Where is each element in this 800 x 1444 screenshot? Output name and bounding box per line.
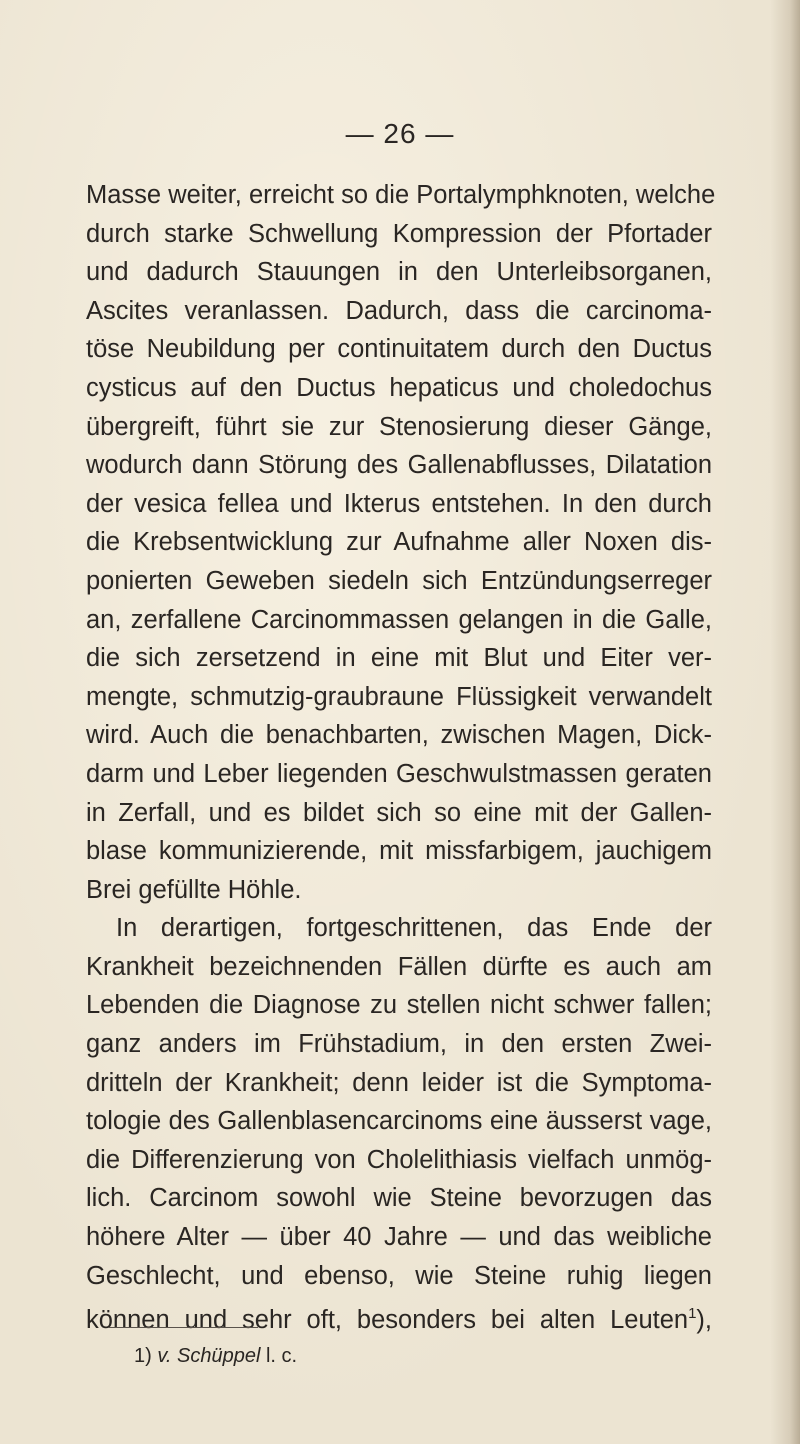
text-line: übergreift, führt sie zur Stenosierung dieser Gänge, — [86, 412, 712, 441]
text-line: Masse weiter, erreicht so die Portalymphknoten, welche — [86, 181, 716, 209]
text-line: die Krebsentwicklung zur Aufnahme aller Noxen dis- — [86, 528, 712, 557]
body-text — [86, 176, 716, 1340]
text-line-with-footnote-ref — [86, 1295, 712, 1340]
text-line: darm und Leber liegenden Geschwulstmassen geraten — [86, 759, 712, 788]
text-line: höhere Alter — über 40 Jahre — und das weibliche — [86, 1223, 712, 1252]
text-line-end: ), — [696, 1306, 712, 1335]
text-line: wird. Auch die benachbarten, zwischen Magen, Dick- — [86, 721, 712, 750]
text-line: ponierten Geweben siedeln sich Entzündungserreger — [86, 566, 712, 595]
text-line: wodurch dann Störung des Gallenabflusses, Dilatation — [86, 451, 712, 480]
text-line: Brei gefüllte Höhle. — [86, 875, 302, 904]
footnote-separator — [108, 1327, 258, 1328]
text-line: In derartigen, fortgeschrittenen, das Ende der — [116, 914, 712, 943]
text-line: und dadurch Stauungen in den Unterleibsorganen, — [86, 258, 712, 287]
text-line: an, zerfallene Carcinommassen gelangen in die Galle, — [86, 605, 712, 634]
text-line: die sich zersetzend in eine mit Blut und Eiter ver- — [86, 644, 712, 673]
text-line: der vesica fellea und Ikterus entstehen. In den durch — [86, 489, 712, 518]
text-line: die Differenzierung von Cholelithiasis vielfach unmög- — [86, 1145, 712, 1174]
text-line: blase kommunizierende, mit missfarbigem, jauchigem — [86, 837, 712, 866]
text-line: Ascites veranlassen. Dadurch, dass die carcinoma- — [86, 296, 712, 325]
page-number: — 26 — — [345, 118, 455, 149]
footnote — [134, 1345, 297, 1368]
text-line-body: können und sehr oft, besonders bei alten Leuten — [86, 1306, 689, 1335]
text-line: ganz anders im Frühstadium, in den ersten Zwei- — [86, 1030, 712, 1059]
text-line: dritteln der Krankheit; denn leider ist die Symptoma- — [86, 1068, 712, 1097]
text-line: lich. Carcinom sowohl wie Steine bevorzugen das — [86, 1184, 712, 1213]
text-line: Lebenden die Diagnose zu stellen nicht schwer fallen; — [86, 991, 712, 1020]
text-line: Krankheit bezeichnenden Fällen dürfte es auch am — [86, 952, 712, 981]
text-line: tologie des Gallenblasencarcinoms eine äusserst vage, — [86, 1107, 712, 1136]
footnote-author: v. Schüppel — [157, 1345, 261, 1367]
text-line: töse Neubildung per continuitatem durch den Ductus — [86, 335, 712, 364]
text-line: in Zerfall, und es bildet sich so eine mit der Gallen- — [86, 798, 712, 827]
footnote-reference-text: l. c. — [265, 1345, 298, 1367]
text-line: cysticus auf den Ductus hepaticus und choledochus — [86, 373, 712, 402]
text-line: durch starke Schwellung Kompression der Pfortader — [86, 219, 712, 248]
text-line: mengte, schmutzig-graubraune Flüssigkeit verwandelt — [86, 682, 712, 711]
footnote-marker: 1) — [134, 1345, 152, 1367]
footnote-reference: 1 — [688, 1305, 697, 1323]
text-line: Geschlecht, und ebenso, wie Steine ruhig liegen — [86, 1261, 712, 1290]
